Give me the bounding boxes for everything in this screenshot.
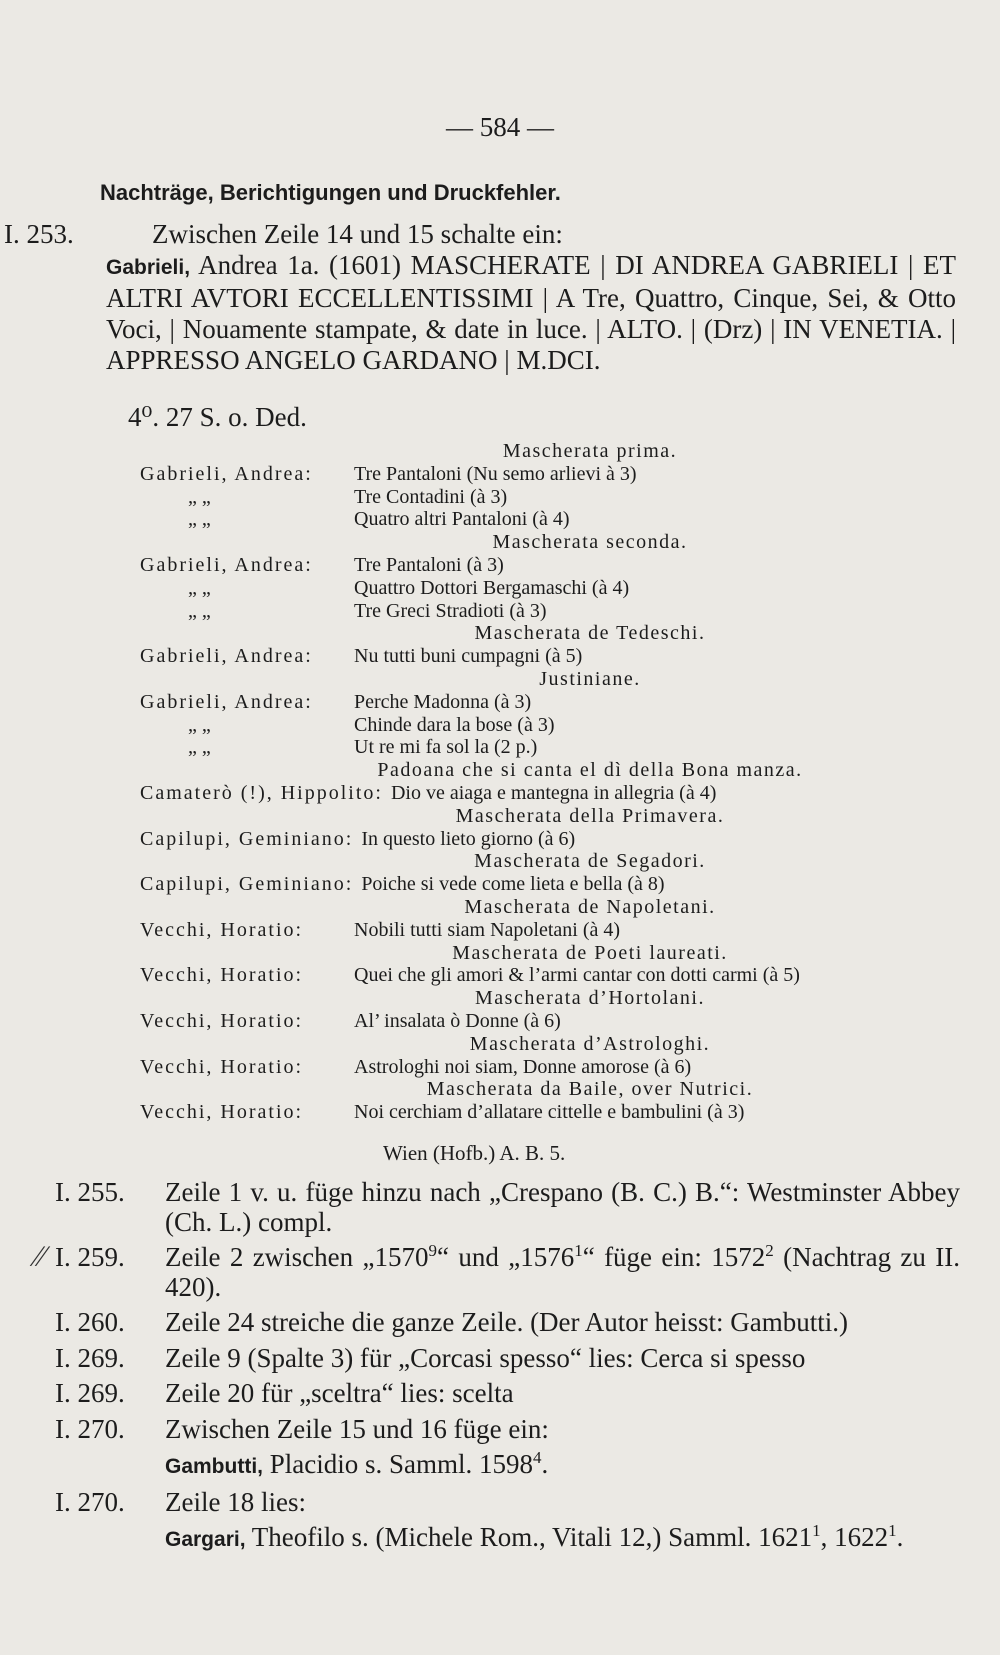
piece-title: Perche Madonna (à 3) (354, 690, 532, 713)
mascherata-heading (140, 805, 960, 828)
text-part: Zeile 2 zwischen „1570 (165, 1242, 429, 1272)
format-note: 4⁰. 27 S. o. Ded. (128, 402, 307, 432)
piece-title: Poiche si vede come lieta e bella (à 8) (361, 873, 665, 896)
text-part: Zeile 1 v. u. füge hinzu nach „Crespano (B. C.) B.“: Westminster Abbey (Ch. L.) compl. (165, 1177, 960, 1237)
composer-name: Camaterò (!), Hippolito: (140, 781, 383, 804)
text-part: Theofilo s. (Michele Rom., Vitali 12,) Samml. 1621 (245, 1522, 813, 1552)
bibliographic-record (106, 250, 956, 376)
text-part: Zeile 9 (Spalte 3) für „Corcasi spesso“ lies: Cerca si spesso (165, 1342, 806, 1373)
correction-entry (55, 1523, 960, 1555)
list-item (140, 964, 960, 987)
section-title: Mascherata da Baile, over Nutrici. (426, 1078, 754, 1101)
piece-title: Chinde dara la bose (à 3) (354, 713, 555, 736)
composer-name: Gabrieli, Andrea: (140, 462, 313, 485)
entry-text (165, 1488, 960, 1518)
section-title: Mascherata seconda. (492, 531, 688, 554)
piece-title: Al’ insalata ò Donne (à 6) (354, 1009, 561, 1032)
composer-name: Vecchi, Horatio: (140, 964, 304, 987)
section-title: Mascherata de Segadori. (474, 850, 706, 873)
entry-ref: I. 269. (55, 1378, 125, 1408)
entry-ref: I. 253. (4, 219, 74, 249)
entry-text (165, 1308, 960, 1338)
superscript: 1 (574, 1241, 583, 1260)
composer-name: Gabrieli, Andrea: (140, 553, 313, 576)
text-part: (Nachtrag zu II. 420). (165, 1242, 961, 1302)
superscript: 1 (812, 1521, 821, 1540)
piece-title: Noi cerchiam d’allatare cittelle e bambulini (à 3) (354, 1101, 745, 1124)
piece-title: In questo lieto giorno (à 6) (361, 827, 576, 850)
correction-entry (55, 1243, 960, 1302)
author-name: Gambutti, (165, 1455, 263, 1478)
text-part: “ füge ein: 1572 (582, 1242, 766, 1272)
section-heading: Nachträge, Berichtigungen und Druckfehler. (100, 180, 561, 205)
text-part: , 1622 (820, 1522, 889, 1552)
mascherata-heading (140, 759, 960, 782)
list-item (140, 873, 960, 896)
section-title: Mascherata de Poeti laureati. (452, 941, 728, 964)
list-item (140, 1056, 960, 1079)
section-title: Padoana che si canta el dì della Bona manza. (377, 759, 803, 782)
entry-text: Zwischen Zeile 14 und 15 schalte ein: (152, 219, 563, 249)
text-part: . (896, 1522, 904, 1552)
piece-title: Dio ve aiaga e mantegna in allegria (à 4) (390, 781, 717, 804)
entry-ref: I. 270. (55, 1413, 125, 1444)
entry-text (55, 1523, 960, 1555)
composer-name: Vecchi, Horatio: (140, 1055, 304, 1078)
list-item (140, 828, 960, 851)
composer-name: „ „ (188, 576, 211, 599)
mascherata-heading (140, 850, 960, 873)
correction-entry (55, 1488, 960, 1518)
list-item (140, 577, 960, 600)
entry-text (165, 1415, 960, 1445)
list-item (140, 919, 960, 942)
section-title: Mascherata d’Astrologhi. (469, 1032, 711, 1055)
composer-name: Vecchi, Horatio: (140, 918, 304, 941)
piece-title: Quatro altri Pantaloni (à 4) (354, 508, 570, 531)
list-item (140, 714, 960, 737)
correction-entry (55, 1379, 960, 1409)
composer-name: „ „ (188, 485, 211, 508)
section-title: Mascherata della Primavera. (455, 804, 725, 827)
margin-mark: ∕∕ (35, 1240, 46, 1273)
text-part: Zeile 20 für „sceltra“ lies: scelta (165, 1378, 514, 1408)
entry-ref: I. 255. (55, 1177, 125, 1207)
text-part: Zeile 18 lies: (165, 1486, 306, 1517)
entry-text (165, 1243, 960, 1302)
text-part: Placidio s. Samml. 1598 (263, 1449, 533, 1479)
entry-ref: I. 260. (55, 1307, 125, 1337)
text-part: Zwischen Zeile 15 und 16 füge ein: (165, 1413, 549, 1444)
piece-title: Quattro Dottori Bergamaschi (à 4) (354, 576, 630, 599)
piece-title: Tre Pantaloni (Nu semo arlievi à 3) (354, 462, 637, 485)
mascherata-heading (140, 1033, 960, 1056)
mascherata-heading (140, 440, 960, 463)
mascherata-heading (140, 531, 960, 554)
list-item (140, 486, 960, 509)
text-part: . (541, 1449, 549, 1479)
superscript: 2 (765, 1241, 774, 1260)
list-item (140, 782, 960, 805)
list-item (140, 1010, 960, 1033)
list-item (140, 691, 960, 714)
entry-text (165, 1178, 960, 1237)
entry-text (165, 1450, 960, 1482)
mascherata-heading (140, 622, 960, 645)
piece-title: Tre Pantaloni (à 3) (354, 553, 504, 576)
list-item (140, 508, 960, 531)
piece-title: Tre Contadini (à 3) (354, 485, 508, 508)
author-name: Gabrieli, (106, 256, 191, 279)
intro-entry (4, 219, 959, 250)
entry-ref: I. 259. (55, 1242, 125, 1272)
piece-title: Nobili tutti siam Napoletani (à 4) (354, 918, 621, 941)
composer-name: „ „ (188, 713, 211, 736)
piece-title: Ut re mi fa sol la (2 p.) (354, 736, 538, 759)
section-title: Mascherata d’Hortolani. (475, 987, 705, 1010)
list-item (140, 463, 960, 486)
list-item (140, 645, 960, 668)
composer-name: „ „ (188, 736, 211, 759)
composer-name: Vecchi, Horatio: (140, 1101, 304, 1124)
composer-name: Vecchi, Horatio: (140, 1009, 304, 1032)
composer-name: Capilupi, Geminiano: (140, 827, 354, 850)
entry-ref: I. 269. (55, 1342, 125, 1373)
mascherata-heading (140, 896, 960, 919)
correction-entry (55, 1450, 960, 1482)
list-item (140, 736, 960, 759)
section-title: Mascherata de Tedeschi. (474, 622, 706, 645)
piece-title: Tre Greci Stradioti (à 3) (354, 599, 547, 622)
correction-entry (55, 1178, 960, 1237)
entry-text (165, 1379, 960, 1409)
author-name: Gargari, (165, 1528, 246, 1551)
corrections-list (55, 1178, 960, 1555)
mascherata-heading (140, 987, 960, 1010)
piece-title: Astrologhi noi siam, Donne amorose (à 6) (354, 1055, 692, 1078)
library-location: Wien (Hofb.) A. B. 5. (383, 1141, 566, 1165)
piece-title: Quei che gli amori & l’armi cantar con dotti carmi (à 5) (354, 964, 800, 987)
composer-name: Capilupi, Geminiano: (140, 873, 354, 896)
list-item (140, 600, 960, 623)
entry-text (165, 1344, 960, 1374)
section-title: Mascherata de Napoletani. (464, 895, 716, 918)
correction-entry (55, 1415, 960, 1445)
record-text: Andrea 1a. (1601) MASCHERATE | DI ANDREA GABRIELI | ET ALTRI AVTORI ECCELLENTISSIMI | A Tre, Quattro, Cinque, Sei, & Otto Voci, | Nouamente stampate, & date in luce. | ALTO. | (Drz) | IN VENETIA. | APPRESSO ANGELO GARDANO | M.DCI. (106, 250, 956, 375)
section-title: Mascherata prima. (502, 440, 678, 462)
superscript: 9 (428, 1241, 438, 1260)
composer-name: „ „ (188, 508, 211, 531)
entry-ref: I. 270. (55, 1486, 125, 1517)
composer-name: Gabrieli, Andrea: (140, 690, 313, 713)
composer-name: „ „ (188, 599, 211, 622)
mascherata-heading (140, 942, 960, 965)
correction-entry (55, 1344, 960, 1374)
mascherata-heading (140, 1078, 960, 1101)
correction-entry (55, 1308, 960, 1338)
text-part: “ und „1576 (437, 1242, 575, 1272)
list-item (140, 554, 960, 577)
piece-title: Nu tutti buni cumpagni (à 5) (354, 645, 583, 668)
section-title: Justiniane. (539, 667, 641, 690)
page-number: — 584 — (446, 112, 554, 142)
superscript: 1 (888, 1521, 897, 1540)
superscript: 4 (533, 1448, 542, 1467)
list-item (140, 1101, 960, 1124)
text-part: Zeile 24 streiche die ganze Zeile. (Der Autor heisst: Gambutti.) (165, 1307, 849, 1337)
composer-name: Gabrieli, Andrea: (140, 645, 313, 668)
contents-list (140, 440, 960, 1124)
mascherata-heading (140, 668, 960, 691)
